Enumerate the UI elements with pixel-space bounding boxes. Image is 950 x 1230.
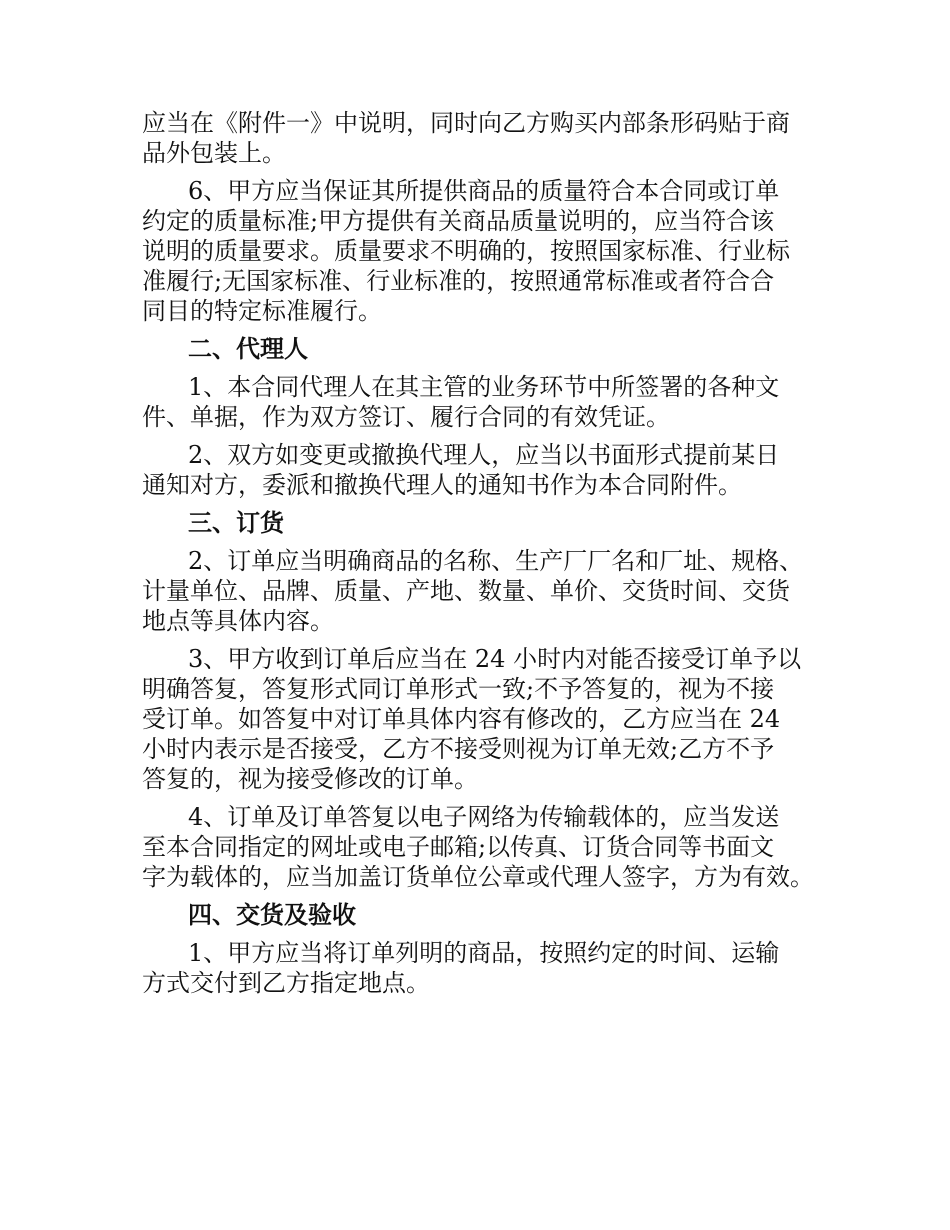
section-heading: 二、代理人 — [188, 334, 308, 363]
text-line: 说明的质量要求。质量要求不明确的，按照国家标准、行业标 — [142, 237, 790, 265]
text-line: 4、订单及订单答复以电子网络为传输载体的，应当发送 — [188, 803, 780, 831]
text-line: 约定的质量标准;甲方提供有关商品质量说明的，应当符合该 — [142, 207, 775, 235]
paragraph — [142, 372, 832, 432]
paragraph — [142, 546, 832, 636]
document-page — [142, 108, 832, 1006]
paragraph — [142, 802, 832, 892]
text-line: 答复的，视为接受修改的订单。 — [142, 765, 478, 793]
text-line: 至本合同指定的网址或电子邮箱;以传真、订货合同等书面文 — [142, 833, 775, 861]
section-heading: 三、订货 — [188, 508, 284, 537]
section-heading: 四、交货及验收 — [188, 900, 356, 929]
text-line: 3、甲方收到订单后应当在 24 小时内对能否接受订单予以 — [188, 645, 802, 673]
text-line: 明确答复，答复形式同订单形式一致;不予答复的，视为不接 — [142, 675, 775, 703]
paragraph — [142, 644, 832, 794]
text-line: 地点等具体内容。 — [142, 607, 334, 635]
paragraph — [142, 440, 832, 500]
text-line: 1、本合同代理人在其主管的业务环节中所签署的各种文 — [188, 373, 780, 401]
text-line: 1、甲方应当将订单列明的商品，按照约定的时间、运输 — [188, 939, 780, 967]
text-line: 受订单。如答复中对订单具体内容有修改的，乙方应当在 24 — [142, 705, 781, 733]
text-line: 2、双方如变更或撤换代理人，应当以书面形式提前某日 — [188, 441, 780, 469]
text-line: 应当在《附件一》中说明，同时向乙方购买内部条形码贴于商 — [142, 109, 790, 137]
text-line: 小时内表示是否接受，乙方不接受则视为订单无效;乙方不予 — [142, 735, 775, 763]
text-line: 通知对方，委派和撤换代理人的通知书作为本合同附件。 — [142, 471, 742, 499]
text-line: 品外包装上。 — [142, 139, 286, 167]
paragraph — [142, 176, 832, 326]
paragraph — [142, 938, 832, 998]
text-line: 字为载体的，应当加盖订货单位公章或代理人签字，方为有效。 — [142, 863, 814, 891]
text-line: 准履行;无国家标准、行业标准的，按照通常标准或者符合合 — [142, 267, 775, 295]
text-line: 同目的特定标准履行。 — [142, 297, 382, 325]
text-line: 方式交付到乙方指定地点。 — [142, 969, 430, 997]
text-line: 2、订单应当明确商品的名称、生产厂厂名和厂址、规格、 — [188, 547, 804, 575]
paragraph — [142, 108, 832, 168]
text-line: 计量单位、品牌、质量、产地、数量、单价、交货时间、交货 — [142, 577, 790, 605]
text-line: 6、甲方应当保证其所提供商品的质量符合本合同或订单 — [188, 177, 780, 205]
text-line: 件、单据，作为双方签订、履行合同的有效凭证。 — [142, 403, 670, 431]
